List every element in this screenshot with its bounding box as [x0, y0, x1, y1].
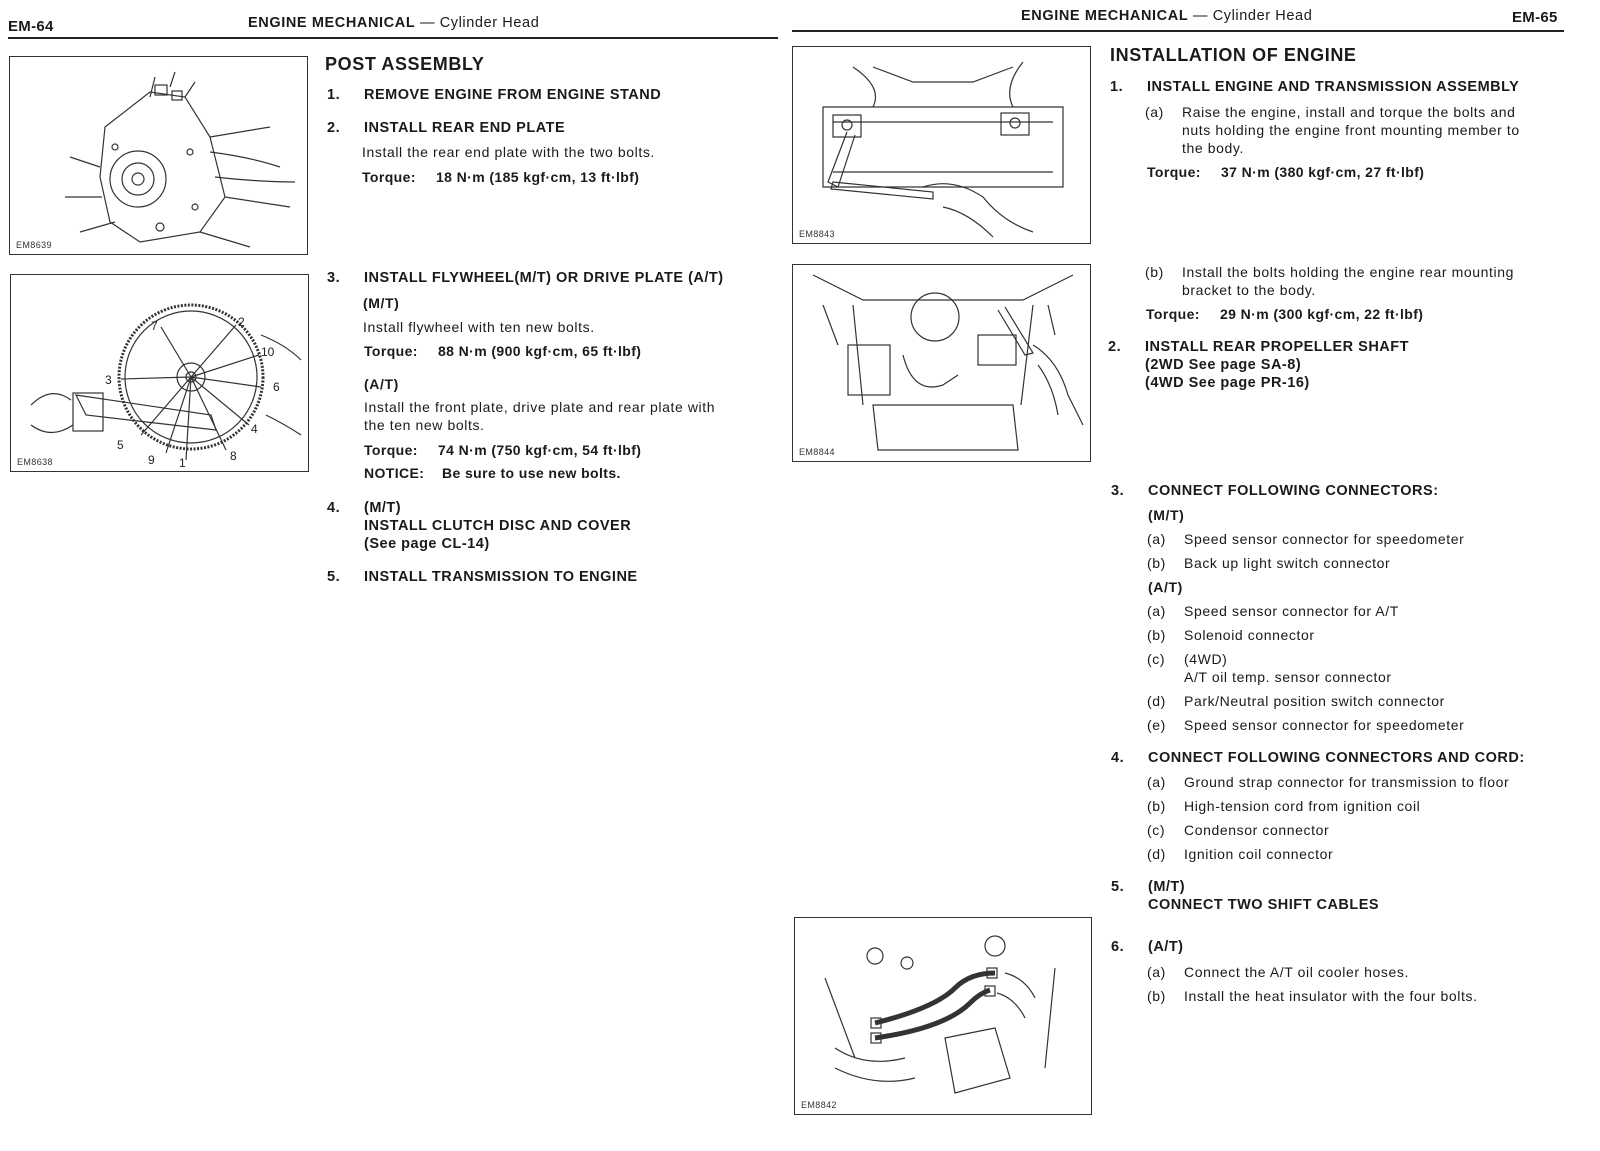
- right-step-6-item-a: [1147, 963, 1557, 981]
- right-step-1-b-torque: [1146, 306, 1423, 322]
- figure-code: EM8639: [16, 240, 52, 250]
- callout-7: 7: [151, 319, 158, 333]
- step-title: INSTALL TRANSMISSION TO ENGINE: [364, 569, 638, 585]
- figure-rear-end-plate: [9, 56, 308, 255]
- sub-label: (a): [1147, 964, 1166, 980]
- sub-label: (a): [1147, 603, 1166, 619]
- sub-text-line-2: bracket to the body.: [1182, 282, 1316, 298]
- step-line-1: INSTALL REAR PROPELLER SHAFT: [1145, 339, 1409, 355]
- left-step-3-at-torque: [364, 442, 641, 458]
- right-step-3-mt-item-b: [1147, 554, 1547, 572]
- right-step-1-sub-b: [1145, 263, 1563, 299]
- torque-label: Torque:: [1146, 306, 1200, 322]
- step-title: REMOVE ENGINE FROM ENGINE STAND: [364, 87, 662, 103]
- torque-value: 37 N·m (380 kgf·cm, 27 ft·lbf): [1221, 164, 1425, 180]
- sub-text-line-2: A/T oil temp. sensor connector: [1184, 669, 1392, 685]
- callout-10: 10: [261, 345, 275, 359]
- figure-rear-mounting: [792, 264, 1091, 462]
- rear-end-plate-illustration: [10, 57, 307, 254]
- step-title: INSTALL ENGINE AND TRANSMISSION ASSEMBLY: [1147, 79, 1520, 95]
- figure-flywheel: [10, 274, 309, 472]
- sub-text: Park/Neutral position switch connector: [1184, 693, 1445, 709]
- step-number: 3.: [1111, 483, 1125, 499]
- sub-text-line-2: nuts holding the engine front mounting member to: [1182, 122, 1520, 138]
- torque-label: Torque:: [364, 442, 418, 458]
- left-header-rule: [8, 37, 778, 39]
- left-step-3-at-text-1: Install the front plate, drive plate and rear plate with: [364, 399, 716, 415]
- right-step-2: [1108, 338, 1558, 394]
- figure-code: EM8843: [799, 229, 835, 239]
- right-header-subsection: Cylinder Head: [1212, 8, 1313, 24]
- sub-label: (e): [1147, 717, 1166, 733]
- sub-text: Back up light switch connector: [1184, 555, 1391, 571]
- right-page-header: [1021, 8, 1312, 24]
- right-step-5: [1111, 878, 1561, 914]
- torque-value: 74 N·m (750 kgf·cm, 54 ft·lbf): [438, 442, 642, 458]
- sub-label: (c): [1147, 651, 1166, 667]
- callout-6: 6: [273, 380, 280, 394]
- right-header-dash: —: [1192, 8, 1209, 24]
- left-step-2-text: Install the rear end plate with the two bolts.: [362, 144, 655, 160]
- right-step-3-at-item-a: [1147, 602, 1547, 620]
- right-step-3-at-item-d: [1147, 692, 1547, 710]
- right-step-4-item-d: [1147, 845, 1557, 863]
- step-line-2: (2WD See page SA-8): [1145, 357, 1302, 373]
- step-number: 5.: [1111, 879, 1125, 895]
- left-step-3-mt-text: Install flywheel with ten new bolts.: [363, 319, 595, 335]
- sub-text: Speed sensor connector for A/T: [1184, 603, 1399, 619]
- figure-code: EM8638: [17, 457, 53, 467]
- right-step-3-mt-item-a: [1147, 530, 1547, 548]
- rear-mounting-bracket-illustration: [793, 265, 1090, 461]
- step-line-3: (See page CL-14): [364, 536, 490, 552]
- left-step-3-at-text-2: the ten new bolts.: [364, 417, 485, 433]
- step-number: 4.: [327, 500, 341, 516]
- torque-value: 88 N·m (900 kgf·cm, 65 ft·lbf): [438, 343, 642, 359]
- step-number: 5.: [327, 569, 341, 585]
- figure-front-mounting: [792, 46, 1091, 244]
- left-step-4: [327, 499, 777, 555]
- step-line-2: INSTALL CLUTCH DISC AND COVER: [364, 518, 632, 534]
- sub-label: (b): [1147, 555, 1166, 571]
- sub-label: (b): [1145, 264, 1164, 280]
- torque-label: Torque:: [1147, 164, 1201, 180]
- step-line-3: (4WD See page PR-16): [1145, 375, 1310, 391]
- step-line-1: (A/T): [1148, 939, 1184, 955]
- figure-code: EM8842: [801, 1100, 837, 1110]
- front-mounting-bolts-illustration: [793, 47, 1090, 243]
- step-number: 2.: [1108, 339, 1122, 355]
- sub-label: (a): [1145, 104, 1164, 120]
- right-header-rule: [792, 30, 1564, 32]
- right-step-3-at-label: (A/T): [1148, 579, 1183, 595]
- sub-label: (b): [1147, 798, 1166, 814]
- right-step-1-sub-a: [1145, 103, 1563, 157]
- oil-cooler-hoses-illustration: [795, 918, 1091, 1114]
- notice-label: NOTICE:: [364, 465, 425, 481]
- sub-label: (a): [1147, 531, 1166, 547]
- figure-oil-cooler-hoses: [794, 917, 1092, 1115]
- left-step-3-mt-label: (M/T): [363, 295, 400, 311]
- step-number: 4.: [1111, 750, 1125, 766]
- sub-text: Connect the A/T oil cooler hoses.: [1184, 964, 1409, 980]
- step-line-1: (M/T): [1148, 879, 1186, 895]
- sub-label: (b): [1147, 627, 1166, 643]
- right-step-3-mt-label: (M/T): [1148, 507, 1185, 523]
- step-title: INSTALL REAR END PLATE: [364, 120, 566, 136]
- left-step-3-at-label: (A/T): [364, 376, 399, 392]
- right-step-4-item-c: [1147, 821, 1557, 839]
- sub-label: (a): [1147, 774, 1166, 790]
- left-section-title: POST ASSEMBLY: [325, 54, 485, 74]
- torque-value: 18 N·m (185 kgf·cm, 13 ft·lbf): [436, 169, 640, 185]
- sub-text-line-1: Raise the engine, install and torque the bolts and: [1182, 104, 1516, 120]
- callout-5: 5: [117, 438, 124, 452]
- sub-text: Ground strap connector for transmission to floor: [1184, 774, 1510, 790]
- sub-text: Speed sensor connector for speedometer: [1184, 717, 1465, 733]
- step-line-1: (M/T): [364, 500, 402, 516]
- callout-9: 9: [148, 453, 155, 467]
- right-page-number: EM-65: [1512, 9, 1558, 26]
- left-step-3-notice: [364, 465, 621, 481]
- right-step-6-item-b: [1147, 987, 1557, 1005]
- step-number: 1.: [1110, 79, 1124, 95]
- right-step-3-at-item-e: [1147, 716, 1547, 734]
- step-number: 3.: [327, 270, 341, 286]
- torque-value: 29 N·m (300 kgf·cm, 22 ft·lbf): [1220, 306, 1424, 322]
- torque-label: Torque:: [362, 169, 416, 185]
- left-page-number: EM-64: [8, 18, 54, 35]
- sub-text: High-tension cord from ignition coil: [1184, 798, 1421, 814]
- figure-code: EM8844: [799, 447, 835, 457]
- torque-label: Torque:: [364, 343, 418, 359]
- flywheel-bolt-sequence-illustration: [11, 275, 308, 471]
- step-title: CONNECT FOLLOWING CONNECTORS AND CORD:: [1148, 750, 1525, 766]
- right-header-section: ENGINE MECHANICAL: [1021, 8, 1189, 24]
- left-header-subsection: Cylinder Head: [439, 15, 540, 31]
- sub-text: Speed sensor connector for speedometer: [1184, 531, 1465, 547]
- left-step-2-torque: [362, 169, 639, 185]
- callout-8: 8: [230, 449, 237, 463]
- step-title: INSTALL FLYWHEEL(M/T) OR DRIVE PLATE (A/T): [364, 270, 724, 286]
- sub-label: (c): [1147, 822, 1166, 838]
- right-section-title: INSTALLATION OF ENGINE: [1110, 45, 1357, 65]
- callout-3: 3: [105, 373, 112, 387]
- sub-label: (d): [1147, 846, 1166, 862]
- left-page-header: [248, 15, 539, 31]
- right-step-1-a-torque: [1147, 164, 1424, 180]
- step-number: 2.: [327, 120, 341, 136]
- callout-2: 2: [238, 315, 245, 329]
- left-step-3-mt-torque: [364, 343, 641, 359]
- step-number: 1.: [327, 87, 341, 103]
- sub-text-line-3: the body.: [1182, 140, 1244, 156]
- sub-text-line-1: (4WD): [1184, 651, 1228, 667]
- left-header-dash: —: [419, 15, 436, 31]
- step-line-2: CONNECT TWO SHIFT CABLES: [1148, 897, 1380, 913]
- step-number: 6.: [1111, 939, 1125, 955]
- right-step-4-item-a: [1147, 773, 1557, 791]
- sub-text: Solenoid connector: [1184, 627, 1315, 643]
- right-step-3-at-item-b: [1147, 626, 1547, 644]
- callout-1: 1: [179, 456, 186, 470]
- notice-text: Be sure to use new bolts.: [442, 465, 621, 481]
- right-step-3-at-item-c: [1147, 650, 1547, 686]
- sub-text: Install the heat insulator with the four bolts.: [1184, 988, 1478, 1004]
- sub-label: (d): [1147, 693, 1166, 709]
- right-step-4-item-b: [1147, 797, 1557, 815]
- left-header-section: ENGINE MECHANICAL: [248, 15, 416, 31]
- sub-label: (b): [1147, 988, 1166, 1004]
- callout-4: 4: [251, 422, 258, 436]
- sub-text-line-1: Install the bolts holding the engine rear mounting: [1182, 264, 1514, 280]
- sub-text: Ignition coil connector: [1184, 846, 1334, 862]
- step-title: CONNECT FOLLOWING CONNECTORS:: [1148, 483, 1439, 499]
- sub-text: Condensor connector: [1184, 822, 1330, 838]
